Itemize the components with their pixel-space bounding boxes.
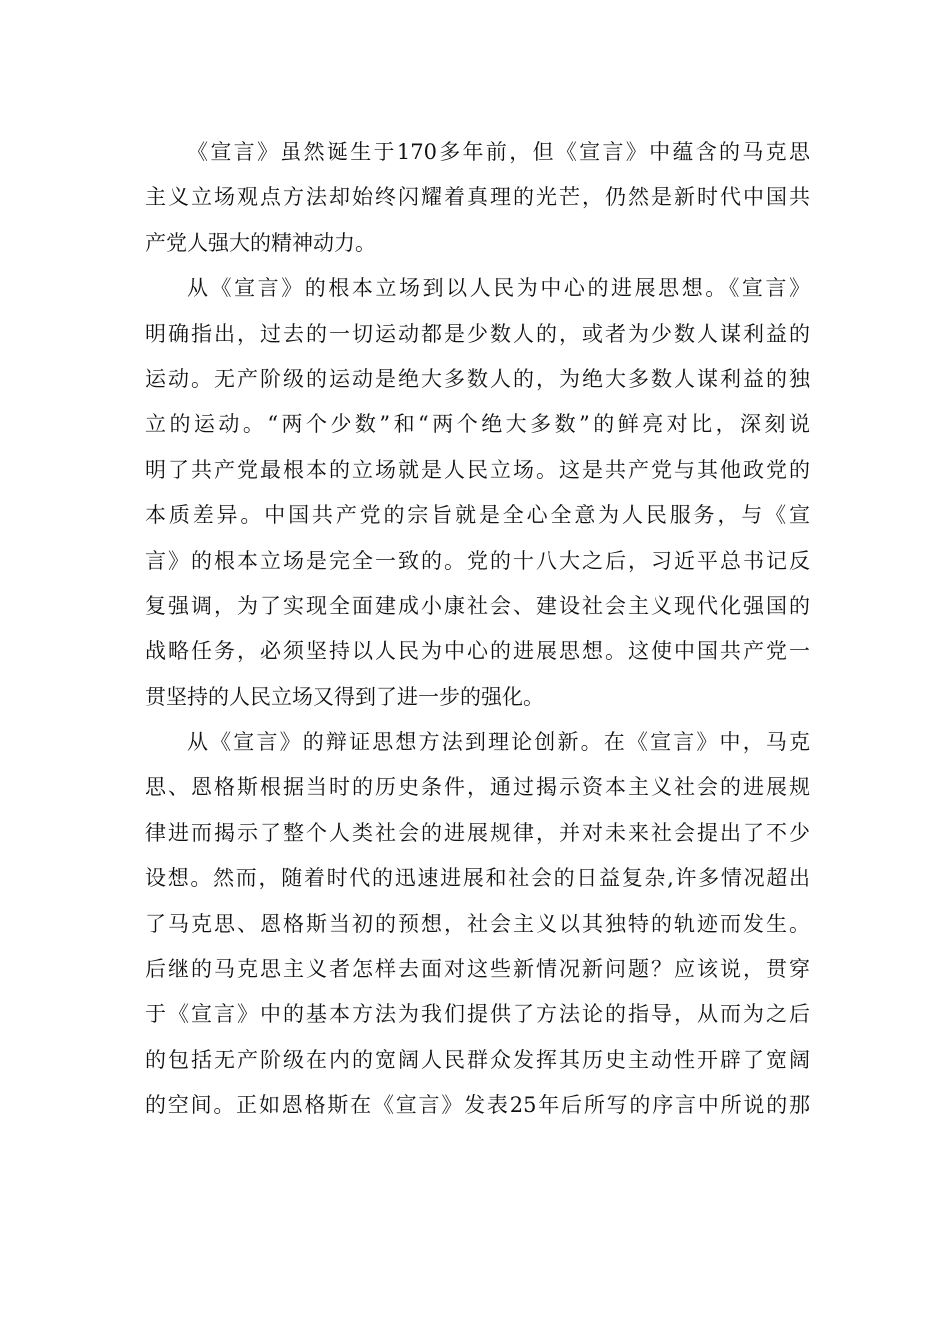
paragraph-line: 运动。无产阶级的运动是绝大多数人的，为绝大多数人谋利益的独 <box>145 366 810 391</box>
paragraph-line: 的空间。正如恩格斯在《宣言》发表25年后所写的序言中所说的那 <box>145 1093 810 1118</box>
paragraph-line: 律进而揭示了整个人类社会的进展规律，并对未来社会提出了不少 <box>145 820 810 845</box>
paragraph-2 <box>145 266 810 720</box>
paragraph-line: 的包括无产阶级在内的宽阔人民群众发挥其历史主动性开辟了宽阔 <box>145 1047 810 1072</box>
paragraph-line: 《宣言》虽然诞生于170多年前，但《宣言》中蕴含的马克思 <box>187 140 810 164</box>
paragraph-line: 于《宣言》中的基本方法为我们提供了方法论的指导，从而为之后 <box>145 1002 810 1027</box>
paragraph-line: 本质差异。中国共产党的宗旨就是全心全意为人民服务，与《宣 <box>145 503 810 528</box>
paragraph-1 <box>145 130 810 266</box>
body-text <box>145 130 810 1129</box>
paragraph-3 <box>145 720 810 1129</box>
paragraph-line: 主义立场观点方法却始终闪耀着真理的光芒，仍然是新时代中国共 <box>145 185 810 210</box>
paragraph-line: 明了共产党最根本的立场就是人民立场。这是共产党与其他政党的 <box>145 457 810 482</box>
paragraph-line: 了马克思、恩格斯当初的预想，社会主义以其独特的轨迹而发生。 <box>145 911 810 936</box>
paragraph-line: 从《宣言》的辩证思想方法到理论创新。在《宣言》中，马克 <box>187 730 810 755</box>
paragraph-line: 言》的根本立场是完全一致的。党的十八大之后，习近平总书记反 <box>145 548 810 573</box>
paragraph-line: 后继的马克思主义者怎样去面对这些新情况新问题？应该说，贯穿 <box>145 957 810 982</box>
paragraph-line: 思、恩格斯根据当时的历史条件，通过揭示资本主义社会的进展规 <box>145 775 810 800</box>
paragraph-line: 战略任务，必须坚持以人民为中心的进展思想。这使中国共产党一 <box>145 639 810 664</box>
paragraph-line: 明确指出，过去的一切运动都是少数人的，或者为少数人谋利益的 <box>145 321 810 346</box>
paragraph-line: 复强调，为了实现全面建成小康社会、建设社会主义现代化强国的 <box>145 593 810 618</box>
paragraph-line: 产党人强大的精神动力。 <box>145 230 376 255</box>
paragraph-line: 贯坚持的人民立场又得到了进一步的强化。 <box>145 684 544 709</box>
paragraph-line: 立的运动。“两个少数”和“两个绝大多数”的鲜亮对比，深刻说 <box>145 412 810 437</box>
paragraph-line: 从《宣言》的根本立场到以人民为中心的进展思想。《宣言》 <box>187 276 810 301</box>
paragraph-line: 设想。然而，随着时代的迅速进展和社会的日益复杂,许多情况超出 <box>145 866 810 891</box>
